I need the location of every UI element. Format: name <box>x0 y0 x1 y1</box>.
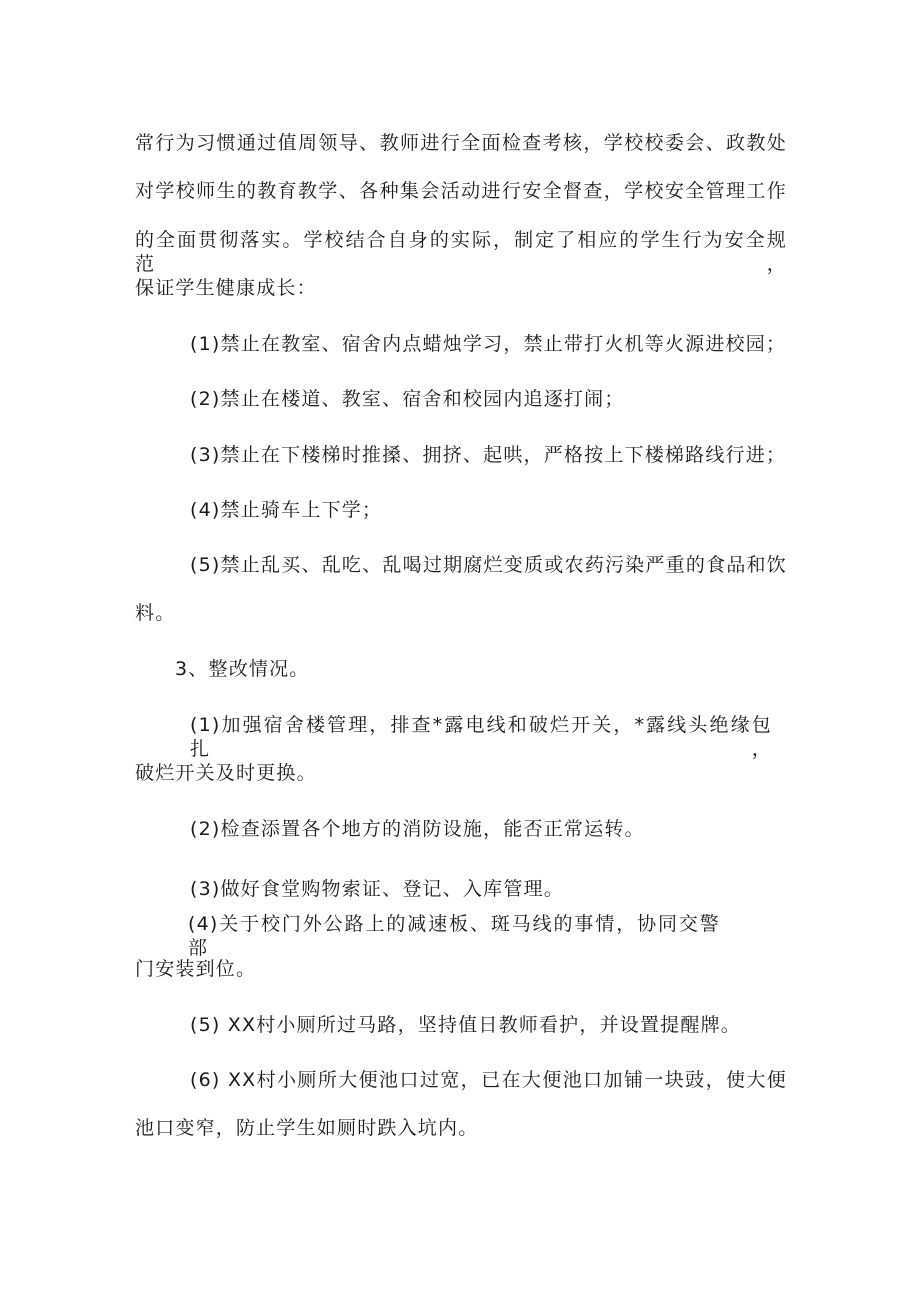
rule-item-4: (4)禁止骑车上下学； <box>190 499 383 521</box>
section-heading: 3、整改情况。 <box>175 658 310 680</box>
intro-line-1: 常行为习惯通过值周领导、教师进行全面检查考核，学校校委会、政教处 <box>135 132 787 154</box>
measure-item-5: (5) XX村小厕所过马路，坚持值日教师看护，并设置提醒牌。 <box>190 1014 741 1036</box>
rule-item-2: (2)禁止在楼道、教室、宿舍和校园内追逐打闹； <box>190 388 625 410</box>
measure-item-3: (3)做好食堂购物索证、登记、入库管理。 <box>190 878 564 900</box>
rule-item-5: (5)禁止乱买、乱吃、乱喝过期腐烂变质或农药污染严重的食品和饮 <box>190 554 787 576</box>
rule-item-3: (3)禁止在下楼梯时推搡、拥挤、起哄，严格按上下楼梯路线行进； <box>190 444 787 466</box>
measure-item-6: (6) XX村小厕所大便池口过宽，已在大便池口加铺一块豉，使大便 <box>190 1069 787 1091</box>
intro-line-3: 的全面贯彻落实。学校结合自身的实际，制定了相应的学生行为安全规范， <box>135 229 787 275</box>
measure-item-1: (1)加强宿舍楼管理，排查*露电线和破烂开关，*露线头绝缘包扎， <box>190 714 772 760</box>
intro-line-4: 保证学生健康成长： <box>135 277 317 299</box>
intro-line-2: 对学校师生的教育教学、各种集会活动进行安全督查，学校安全管理工作 <box>135 180 787 202</box>
measure-item-1-continued: 破烂开关及时更换。 <box>135 762 317 784</box>
measure-item-2: (2)检查添置各个地方的消防设施，能否正常运转。 <box>190 818 645 840</box>
rule-item-1: (1)禁止在教室、宿舍内点蜡烛学习，禁止带打火机等火源进校园； <box>190 333 787 355</box>
rule-item-5-continued: 料。 <box>135 602 176 624</box>
measure-item-4: (4)关于校门外公路上的减速板、斑马线的事情，协同交警部 <box>188 913 720 959</box>
measure-item-6-continued: 池口变窄，防止学生如厕时跌入坑内。 <box>135 1117 479 1139</box>
measure-item-4-continued: 门安装到位。 <box>135 958 257 980</box>
